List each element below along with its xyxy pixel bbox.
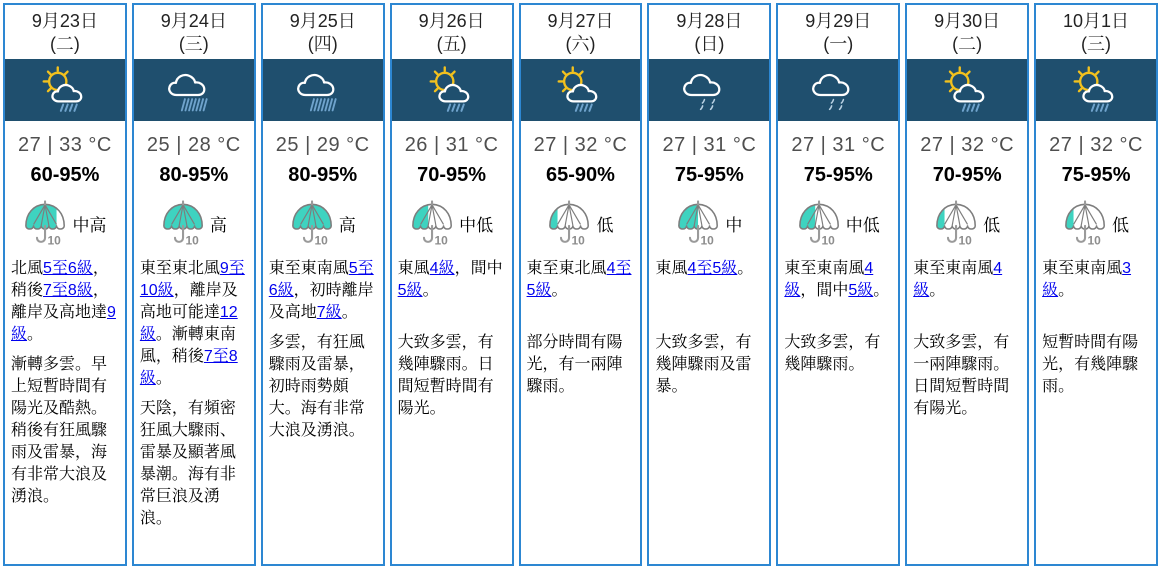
rain-probability-label: 低 (983, 215, 1001, 235)
weather-icon-band (263, 59, 383, 121)
svg-text:10: 10 (1087, 233, 1101, 247)
wind-forecast-text: 北風5至6級，稍後7至8級，離岸及高地達9級。 (11, 260, 116, 343)
day-weekday: (三) (178, 34, 209, 54)
umbrella-icon (290, 199, 336, 247)
wind-level-link[interactable]: 5至6級 (268, 260, 374, 299)
wind-level-link[interactable]: 4級 (784, 260, 874, 299)
weather-icon-band (649, 59, 769, 121)
sun-shower-icon (36, 65, 94, 116)
day-weekday: (一) (823, 34, 854, 54)
umbrella-psr-icon (290, 199, 336, 247)
day-date: 9月27日 (547, 11, 614, 31)
forecast-textblock (1036, 258, 1156, 398)
weather-icon (809, 65, 867, 116)
day-column (519, 3, 643, 566)
rain-probability (263, 198, 383, 248)
wind-level-link[interactable]: 4級 (429, 260, 455, 277)
sun-shower-icon (1067, 65, 1125, 116)
rain-cloud-icon (165, 65, 223, 116)
weather-forecast-text: 漸轉多雲。早上短暫時間有陽光及酷熱。稍後有狂風驟雨及雷暴，海有非常大浪及湧浪。 (11, 356, 108, 505)
rain-probability-label: 低 (596, 215, 614, 235)
day-date: 9月29日 (805, 11, 872, 31)
wind-forecast-text: 東至東北風9至10級，離岸及高地可能達12級。漸轉東南風，稍後7至8級。 (139, 260, 245, 387)
weather-icon (36, 65, 94, 116)
weather-icon (423, 65, 481, 116)
svg-text:10: 10 (700, 233, 715, 247)
weather-icon (1067, 65, 1125, 116)
day-header (5, 5, 125, 59)
weather-forecast-text: 大致多雲，有幾陣驟雨及雷暴。 (655, 334, 752, 395)
forecast-textblock (778, 258, 898, 376)
sun-shower-icon (423, 65, 481, 116)
wind-level-link[interactable]: 9至10級 (139, 260, 245, 299)
day-header (778, 5, 898, 59)
wind-level-link[interactable]: 3級 (1042, 260, 1132, 299)
day-weekday: (二) (49, 34, 80, 54)
humidity-range: 60-95% (30, 164, 100, 186)
day-date: 10月1日 (1063, 11, 1130, 31)
day-header (907, 5, 1027, 59)
umbrella-psr-icon (676, 199, 722, 247)
humidity-range: 65-90% (546, 164, 615, 186)
day-weekday: (六) (565, 34, 596, 54)
day-weekday: (四) (307, 34, 338, 54)
humidity-range: 75-95% (674, 164, 744, 186)
svg-text:10: 10 (571, 233, 586, 247)
rain-probability (778, 198, 898, 248)
weather-icon (680, 65, 738, 116)
svg-text:10: 10 (958, 233, 972, 247)
weather-forecast-text: 部分時間有陽光，有一兩陣驟雨。 (526, 334, 623, 395)
umbrella-icon (410, 199, 456, 247)
wind-level-link[interactable]: 12級 (139, 304, 238, 343)
weather-icon (551, 65, 609, 116)
rain-probability (392, 198, 512, 248)
sun-shower-icon (938, 65, 996, 116)
temp-range: 26 | 31 °C (404, 134, 499, 156)
day-date: 9月24日 (160, 11, 227, 31)
weather-icon-band (392, 59, 512, 121)
weather-icon-band (907, 59, 1027, 121)
temp-range: 25 | 28 °C (146, 134, 241, 156)
umbrella-icon (161, 199, 207, 247)
weather-icon-band (521, 59, 641, 121)
forecast-textblock (392, 258, 512, 420)
rain-probability-label: 低 (1112, 215, 1130, 235)
umbrella-psr-icon (23, 199, 69, 247)
day-column (3, 3, 127, 566)
day-header (263, 5, 383, 59)
rain-probability (5, 198, 125, 248)
weather-icon (165, 65, 223, 116)
weather-forecast-text: 多雲，有狂風驟雨及雷暴，初時雨勢頗大。海有非常大浪及湧浪。 (268, 334, 365, 439)
weather-forecast-text: 大致多雲，有幾陣驟雨。 (784, 334, 881, 373)
wind-forecast-text: 東至東南風3級。 (1042, 260, 1132, 299)
day-date: 9月26日 (418, 11, 485, 31)
wind-forecast-text: 東至東南風5至6級，初時離岸及高地7級。 (268, 260, 374, 321)
day-weekday: (二) (952, 34, 983, 54)
umbrella-icon (547, 199, 593, 247)
day-column (647, 3, 771, 566)
rain-probability (649, 198, 769, 248)
svg-text:10: 10 (434, 233, 448, 247)
rain-probability-label: 高 (338, 215, 356, 235)
umbrella-icon (676, 199, 722, 247)
humidity-range: 80-95% (159, 164, 229, 186)
day-column (261, 3, 385, 566)
rain-probability-label: 中低 (459, 215, 494, 235)
drizzle-cloud-icon (680, 65, 738, 116)
humidity-range: 70-95% (417, 164, 487, 186)
weather-icon (294, 65, 352, 116)
rain-probability (134, 198, 254, 248)
rain-probability-label: 中低 (845, 215, 880, 235)
svg-text:10: 10 (185, 233, 199, 247)
forecast-textblock (134, 258, 254, 530)
umbrella-psr-icon (797, 199, 843, 247)
day-date: 9月23日 (31, 11, 98, 31)
temp-range: 27 | 32 °C (533, 134, 628, 156)
forecast-textblock (649, 258, 769, 398)
rain-probability-label: 高 (209, 215, 227, 235)
umbrella-psr-icon (1063, 199, 1109, 247)
drizzle-cloud-icon (809, 65, 867, 116)
svg-text:10: 10 (47, 233, 62, 247)
temp-range: 27 | 31 °C (791, 134, 886, 156)
day-header (1036, 5, 1156, 59)
wind-level-link[interactable]: 4至5級 (526, 260, 632, 299)
day-weekday: (五) (436, 34, 467, 54)
umbrella-icon (23, 199, 69, 247)
day-date: 9月28日 (676, 11, 743, 31)
temp-range: 25 | 29 °C (275, 134, 370, 156)
weather-icon-band (1036, 59, 1156, 121)
day-header (649, 5, 769, 59)
umbrella-psr-icon (410, 199, 456, 247)
wind-level-link[interactable]: 5級 (397, 282, 423, 299)
weather-forecast-text: 大致多雲，有一兩陣驟雨。日間短暫時間有陽光。 (913, 334, 1010, 417)
day-column (1034, 3, 1158, 566)
day-date: 9月30日 (934, 11, 1001, 31)
humidity-range: 75-95% (803, 164, 873, 186)
day-header (134, 5, 254, 59)
wind-level-link[interactable]: 5至6級 (43, 260, 93, 277)
day-weekday: (三) (1081, 34, 1112, 54)
svg-text:10: 10 (821, 233, 835, 247)
rain-probability (907, 198, 1027, 248)
day-column (776, 3, 900, 566)
wind-forecast-text: 東風4至5級。 (655, 260, 754, 277)
rain-probability (1036, 198, 1156, 248)
day-column (132, 3, 256, 566)
svg-text:10: 10 (314, 233, 328, 247)
wind-forecast-text: 東風4級，間中5級。 (397, 260, 503, 299)
wind-level-link[interactable]: 5級 (848, 282, 874, 299)
rain-probability (521, 198, 641, 248)
weather-forecast-text: 大致多雲，有幾陣驟雨。日間短暫時間有陽光。 (397, 334, 494, 417)
umbrella-icon (1063, 199, 1109, 247)
umbrella-icon (934, 199, 980, 247)
weather-icon-band (134, 59, 254, 121)
wind-level-link[interactable]: 4級 (913, 260, 1003, 299)
forecast-textblock (521, 258, 641, 398)
wind-forecast-text: 東至東南風4級，間中5級。 (784, 260, 890, 299)
temp-range: 27 | 32 °C (920, 134, 1015, 156)
day-header (521, 5, 641, 59)
wind-level-link[interactable]: 9級 (11, 304, 116, 343)
wind-forecast-text: 東至東南風4級。 (913, 260, 1003, 299)
sun-shower-icon (551, 65, 609, 116)
humidity-range: 80-95% (288, 164, 358, 186)
wind-level-link[interactable]: 7至8級 (43, 282, 93, 299)
weather-icon-band (5, 59, 125, 121)
day-header (392, 5, 512, 59)
temp-range: 27 | 32 °C (1049, 134, 1143, 156)
weather-forecast-text: 天陰，有頻密狂風大驟雨、雷暴及顯著風暴潮。海有非常巨浪及湧浪。 (139, 400, 236, 527)
umbrella-psr-icon (161, 199, 207, 247)
weather-icon-band (778, 59, 898, 121)
day-date: 9月25日 (289, 11, 356, 31)
humidity-range: 70-95% (932, 164, 1002, 186)
temp-range: 27 | 31 °C (662, 134, 757, 156)
day-column (390, 3, 514, 566)
umbrella-psr-icon (547, 199, 593, 247)
day-column (905, 3, 1029, 566)
umbrella-icon (797, 199, 843, 247)
wind-forecast-text: 東至東北風4至5級。 (526, 260, 632, 299)
forecast-textblock (263, 258, 383, 442)
humidity-range: 75-95% (1061, 164, 1131, 186)
weather-forecast-text: 短暫時間有陽光，有幾陣驟雨。 (1042, 334, 1139, 395)
forecast-textblock (5, 258, 125, 508)
rain-probability-label: 中 (725, 215, 743, 235)
temp-range: 27 | 33 °C (18, 134, 112, 156)
weather-icon (938, 65, 996, 116)
wind-level-link[interactable]: 7至8級 (139, 348, 238, 387)
rain-probability-label: 中高 (72, 215, 107, 235)
wind-level-link[interactable]: 7級 (316, 304, 342, 321)
day-weekday: (日) (694, 34, 725, 54)
rain-cloud-icon (294, 65, 352, 116)
forecast-textblock (907, 258, 1027, 420)
wind-level-link[interactable]: 4至5級 (687, 260, 738, 277)
umbrella-psr-icon (934, 199, 980, 247)
